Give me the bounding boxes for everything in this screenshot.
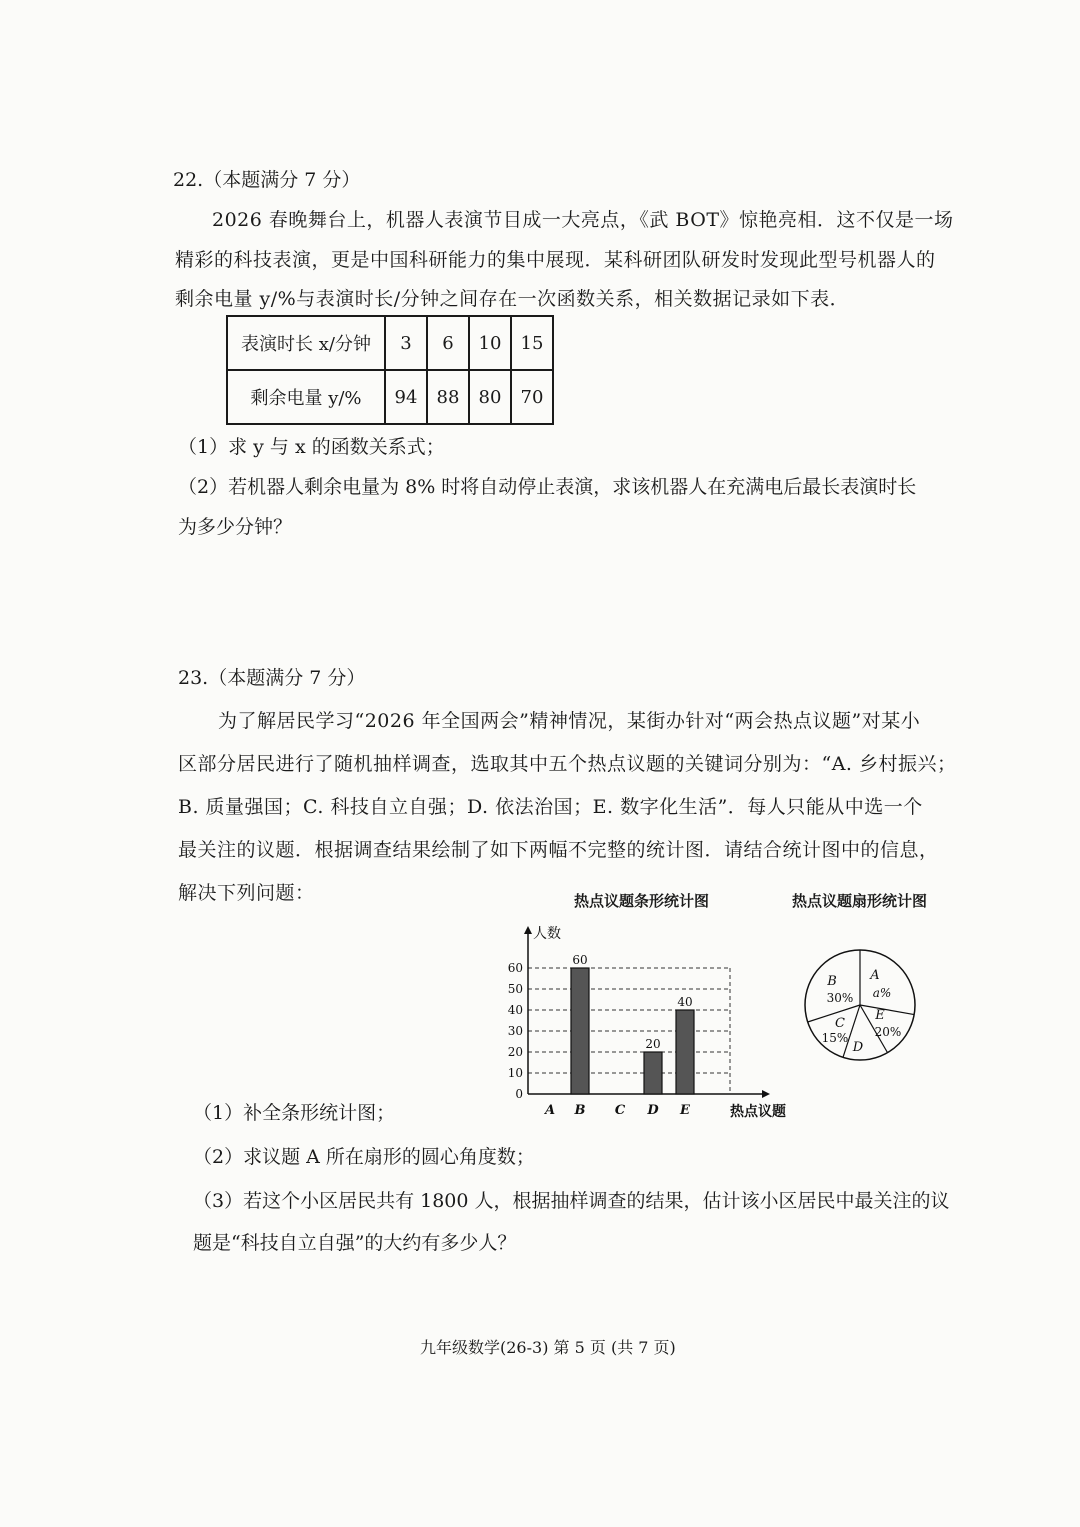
- category-label: B: [574, 1103, 586, 1118]
- table-cell: 10: [469, 316, 511, 370]
- q23-sub-3-cont: 题是“科技自立自强”的大约有多少人？: [193, 1232, 517, 1254]
- table-cell: 3: [385, 316, 427, 370]
- q22-data-table: [226, 315, 554, 425]
- q22-line-1: 2026 春晚舞台上，机器人表演节目成一大亮点，《武 BOT》惊艳亮相．这不仅是一场: [212, 209, 954, 231]
- table-row: [227, 316, 553, 370]
- slice-category-label: D: [852, 1040, 864, 1055]
- table-row: [227, 370, 553, 424]
- pie-chart-title: 热点议题扇形统计图: [792, 892, 928, 910]
- table-cell: 80: [469, 370, 511, 424]
- slice-boundary: [860, 1005, 914, 1015]
- y-axis-arrow: [524, 926, 532, 934]
- table-cell: 6: [427, 316, 469, 370]
- y-tick-label: 10: [507, 1066, 523, 1080]
- y-tick-label: 40: [507, 1003, 523, 1017]
- category-label: C: [614, 1103, 626, 1118]
- q22-line-2: 精彩的科技表演，更是中国科研能力的集中展现．某科研团队研发时发现此型号机器人的: [175, 249, 936, 271]
- table-cell: 88: [427, 370, 469, 424]
- y-axis-label: 人数: [533, 926, 561, 942]
- bar-value-label: 20: [645, 1037, 661, 1051]
- x-axis-arrow: [762, 1090, 770, 1098]
- slice-percent-label: 15%: [821, 1031, 849, 1045]
- page-footer: 九年级数学(26-3) 第 5 页 (共 7 页): [420, 1338, 676, 1357]
- table-cell: 15: [511, 316, 553, 370]
- q22-line-3: 剩余电量 y/%与表演时长/分钟之间存在一次函数关系，相关数据记录如下表．: [175, 288, 850, 310]
- slice-boundary: [808, 1005, 860, 1022]
- slice-category-label: C: [835, 1016, 845, 1031]
- q23-sub-3: （3）若这个小区居民共有 1800 人，根据抽样调查的结果，估计该小区居民中最关注的议: [193, 1190, 950, 1212]
- q22-heading: 22.（本题满分 7 分）: [173, 169, 361, 191]
- q23-line-2: 区部分居民进行了随机抽样调查，选取其中五个热点议题的关键词分别为：“A. 乡村振兴；: [178, 753, 957, 775]
- pie-chart: [800, 945, 920, 1065]
- q23-sub-2: （2）求议题 A 所在扇形的圆心角度数；: [193, 1146, 535, 1168]
- slice-percent-label: 20%: [874, 1025, 902, 1039]
- bar-value-label: 60: [572, 953, 588, 967]
- slice-category-label: B: [827, 974, 837, 989]
- q23-line-3: B. 质量强国；C. 科技自立自强；D. 依法治国；E. 数字化生活”．每人只能从中选一个: [178, 796, 923, 818]
- category-label: E: [680, 1103, 690, 1118]
- q23-sub-1: （1）补全条形统计图；: [193, 1102, 396, 1124]
- slice-percent-label: a%: [872, 986, 892, 1000]
- q23-line-4: 最关注的议题．根据调查结果绘制了如下两幅不完整的统计图．请结合统计图中的信息，: [178, 839, 939, 861]
- y-tick-label: 0: [515, 1087, 523, 1101]
- q22-sub-2: （2）若机器人剩余电量为 8% 时将自动停止表演，求该机器人在充满电后最长表演时长: [178, 476, 917, 498]
- table-cell: 94: [385, 370, 427, 424]
- bar-chart: [490, 910, 810, 1120]
- bar: [676, 1010, 694, 1094]
- category-label: D: [647, 1103, 659, 1118]
- category-label: A: [544, 1103, 556, 1118]
- bar: [644, 1052, 662, 1094]
- slice-category-label: A: [870, 968, 880, 983]
- table-cell: 70: [511, 370, 553, 424]
- q22-sub-1: （1）求 y 与 x 的函数关系式；: [178, 436, 445, 458]
- table-row-header: 剩余电量 y/%: [227, 370, 385, 424]
- y-tick-label: 30: [507, 1024, 523, 1038]
- y-tick-label: 20: [507, 1045, 523, 1059]
- x-axis-label: 热点议题: [730, 1104, 786, 1120]
- bar-value-label: 40: [677, 995, 693, 1009]
- q23-heading: 23.（本题满分 7 分）: [178, 667, 366, 689]
- q22-sub-2-cont: 为多少分钟？: [178, 516, 293, 538]
- slice-percent-label: 30%: [826, 991, 854, 1005]
- y-tick-label: 60: [507, 961, 523, 975]
- q23-line-1: 为了解居民学习“2026 年全国两会”精神情况，某街办针对“两会热点议题”对某小: [218, 710, 921, 732]
- y-tick-label: 50: [507, 982, 523, 996]
- bar: [571, 968, 589, 1094]
- slice-category-label: E: [875, 1008, 885, 1023]
- table-row-header: 表演时长 x/分钟: [227, 316, 385, 370]
- bar-chart-title: 热点议题条形统计图: [574, 892, 710, 910]
- q23-line-5: 解决下列问题：: [178, 882, 315, 904]
